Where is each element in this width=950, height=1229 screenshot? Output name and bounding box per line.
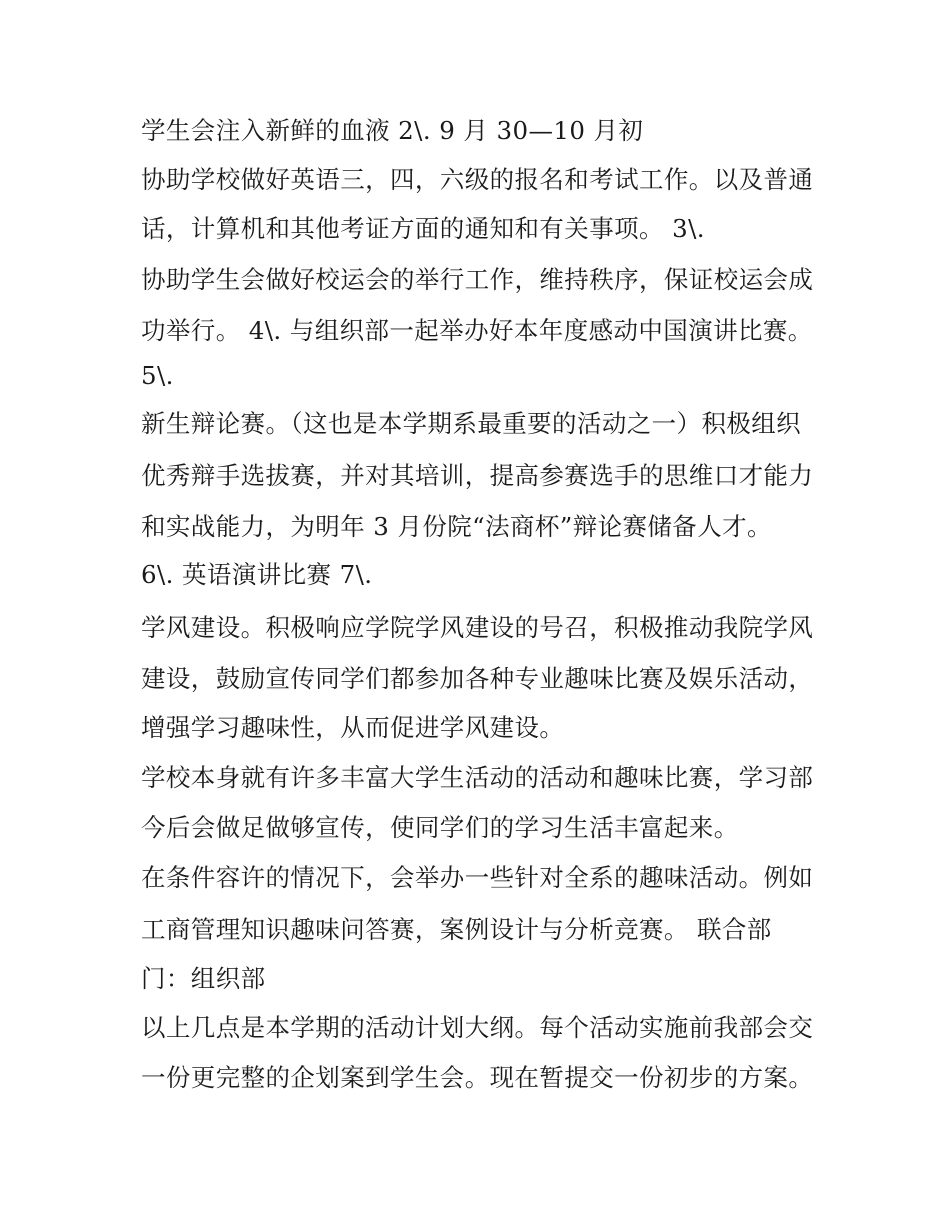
text-line: 以上几点是本学期的活动计划大纲。每个活动实施前我部会交 [141,1013,814,1042]
text-line: 协助学生会做好校运会的举行工作，维持秩序，保证校运会成 [141,265,814,294]
text-line: 今后会做足做够宣传，使同学们的学习生活丰富起来。 [141,813,739,842]
text-line: 功举行。 4\. 与组织部一起举办好本年度感动中国演讲比赛。 [141,316,813,345]
text-line: 建设，鼓励宣传同学们都参加各种专业趣味比赛及娱乐活动， [141,664,814,693]
text-line: 优秀辩手选拔赛，并对其培训，提高参赛选手的思维口才能力 [141,461,814,490]
text-line: 增强学习趣味性，从而促进学风建设。 [141,713,565,742]
text-line: 在条件容许的情况下，会举办一些针对全系的趣味活动。例如 [141,863,814,892]
text-line: 学风建设。积极响应学院学风建设的号召，积极推动我院学风 [141,613,814,642]
text-line: 门：组织部 [141,964,266,993]
text-line: 学校本身就有许多丰富大学生活动的活动和趣味比赛，学习部 [141,763,814,792]
text-line: 5\. [141,361,174,390]
text-line: 协助学校做好英语三，四，六级的报名和考试工作。以及普通 [141,165,814,194]
text-line: 话，计算机和其他考证方面的通知和有关事项。 3\. [141,214,705,243]
text-line: 新生辩论赛。（这也是本学期系最重要的活动之一）积极组织 [141,409,802,438]
text-line: 工商管理知识趣味问答赛，案例设计与分析竞赛。 联合部 [141,915,772,944]
text-line: 和实战能力，为明年 3 月份院“法商杯”辩论赛储备人才。 [141,512,772,541]
text-line: 学生会注入新鲜的血液 2\. 9 月 30—10 月初 [141,116,644,145]
text-line: 一份更完整的企划案到学生会。现在暂提交一份初步的方案。 [141,1063,814,1092]
text-line: 6\. 英语演讲比赛 7\. [141,560,373,589]
